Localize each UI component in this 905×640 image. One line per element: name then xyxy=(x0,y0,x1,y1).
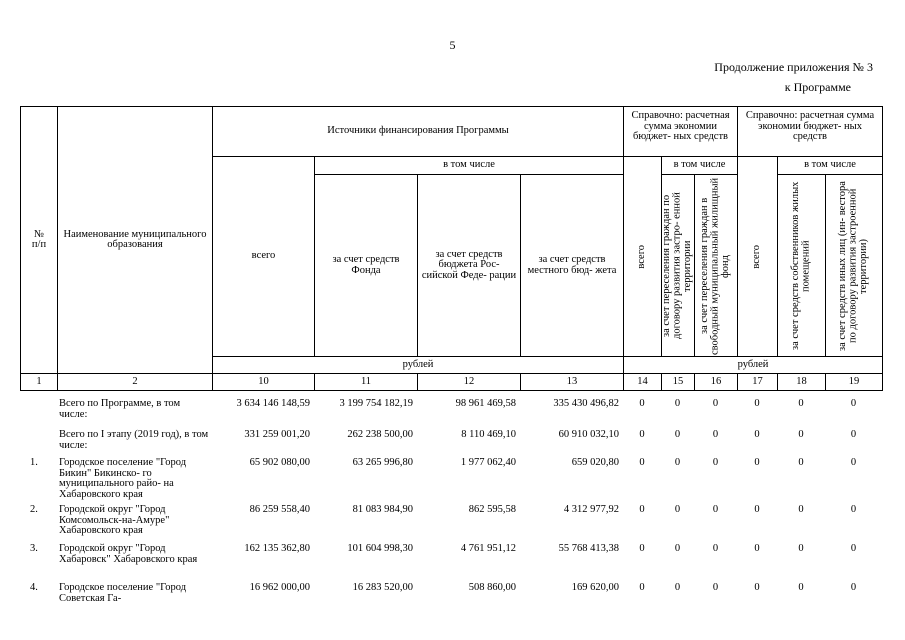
row-index: 4. xyxy=(30,582,38,593)
col-num: 17 xyxy=(738,374,778,391)
table-row xyxy=(20,399,882,430)
row-local: 55 768 413,38 xyxy=(558,543,619,554)
unit-rubles-2: рублей xyxy=(624,357,883,374)
table-row xyxy=(20,583,882,609)
row-federal: 4 761 951,12 xyxy=(460,543,516,554)
row-federal: 508 860,00 xyxy=(468,582,516,593)
row-c16: 0 xyxy=(712,543,719,554)
header-col-15: за счет переселения граждан по договору развития застро- енной территории xyxy=(662,175,695,357)
header-reference-1: Справочно: расчетная сумма экономии бюджет- ных средств xyxy=(624,107,738,157)
row-c15: 0 xyxy=(674,582,681,593)
row-fund: 81 083 984,90 xyxy=(352,504,413,515)
row-c18: 0 xyxy=(798,504,804,515)
col-num: 13 xyxy=(521,374,624,391)
header-col-16: за счет переселения граждан в свободный муниципальный жилищный фонд xyxy=(695,175,738,357)
row-c15: 0 xyxy=(674,504,681,515)
row-c14: 0 xyxy=(639,582,645,593)
row-federal: 8 110 469,10 xyxy=(461,429,516,440)
unit-rubles-1: рублей xyxy=(213,357,624,374)
row-c17: 0 xyxy=(754,457,760,468)
col-num: 18 xyxy=(778,374,826,391)
col-num: 16 xyxy=(695,374,738,391)
row-c14: 0 xyxy=(639,543,645,554)
row-total: 331 259 001,20 xyxy=(244,429,310,440)
row-c18: 0 xyxy=(798,429,804,440)
header-including-3: в том числе xyxy=(778,157,883,175)
row-federal: 1 977 062,40 xyxy=(460,457,516,468)
row-local: 4 312 977,92 xyxy=(563,504,619,515)
header-col-18: за счет средств собственников жилых помещений xyxy=(778,175,826,357)
row-total: 3 634 146 148,59 xyxy=(236,398,310,409)
header-no: № п/п xyxy=(21,107,58,374)
column-number-row xyxy=(21,374,883,391)
row-index xyxy=(20,430,57,458)
col-num: 10 xyxy=(213,374,315,391)
row-c19: 0 xyxy=(850,457,857,468)
row-c17: 0 xyxy=(754,582,760,593)
continuation-title: Продолжение приложения № 3 xyxy=(714,60,873,74)
row-federal: 98 961 469,58 xyxy=(455,398,516,409)
row-c14: 0 xyxy=(639,398,645,409)
header-total-14: всего xyxy=(624,157,662,357)
row-total: 162 135 362,80 xyxy=(244,543,310,554)
header-local: за счет средств местного бюд- жета xyxy=(521,175,624,357)
header-col-19: за счет средств иных лиц (ин- вестора по договору развития застроенной территории) xyxy=(826,175,883,357)
col-num: 1 xyxy=(21,374,58,391)
row-local: 169 620,00 xyxy=(571,582,619,593)
header-federal: за счет средств бюджета Рос- сийской Феде- рации xyxy=(418,175,521,357)
row-name: Городской округ "Город Хабаровск" Хабаровского края xyxy=(59,543,198,565)
row-c19: 0 xyxy=(850,582,857,593)
row-total: 86 259 558,40 xyxy=(249,504,310,515)
row-c14: 0 xyxy=(639,457,645,468)
header-including: в том числе xyxy=(315,157,624,175)
row-c18: 0 xyxy=(798,543,804,554)
row-name: Городское поселение "Город Советская Га- xyxy=(59,582,187,604)
col-num: 12 xyxy=(418,374,521,391)
row-fund: 101 604 998,30 xyxy=(347,543,413,554)
row-c19: 0 xyxy=(850,398,857,409)
header-table xyxy=(20,106,883,391)
row-c17: 0 xyxy=(754,429,760,440)
row-c19: 0 xyxy=(850,543,857,554)
col-num: 14 xyxy=(624,374,662,391)
row-name: Городской округ "Город Комсомольск-на-Амуре" Хабаровского края xyxy=(59,504,170,536)
col-num: 11 xyxy=(315,374,418,391)
row-fund: 262 238 500,00 xyxy=(347,429,413,440)
row-index: 1. xyxy=(30,457,38,468)
table-row xyxy=(20,505,882,544)
row-index: 3. xyxy=(30,543,38,554)
row-total: 16 962 000,00 xyxy=(249,582,310,593)
row-local: 335 430 496,82 xyxy=(553,398,619,409)
row-name: Всего по Программе, в том числе: xyxy=(59,398,181,420)
table-row xyxy=(20,458,882,505)
row-index xyxy=(20,399,57,430)
header-sources: Источники финансирования Программы xyxy=(213,107,624,157)
row-fund: 63 265 996,80 xyxy=(352,457,413,468)
row-c17: 0 xyxy=(754,543,760,554)
row-c18: 0 xyxy=(798,398,804,409)
header-including-2: в том числе xyxy=(662,157,738,175)
row-federal: 862 595,58 xyxy=(468,504,516,515)
col-num: 2 xyxy=(58,374,213,391)
row-c17: 0 xyxy=(754,504,760,515)
page-number: 5 xyxy=(449,38,456,52)
table-row xyxy=(20,544,882,583)
header-reference-2: Справочно: расчетная сумма экономии бюджет- ных средств xyxy=(738,107,883,157)
row-c15: 0 xyxy=(674,398,681,409)
row-c17: 0 xyxy=(754,398,760,409)
header-total: всего xyxy=(213,157,315,357)
row-c14: 0 xyxy=(639,429,645,440)
row-index: 2. xyxy=(30,504,38,515)
row-c16: 0 xyxy=(712,398,719,409)
row-c18: 0 xyxy=(798,582,804,593)
row-local: 60 910 032,10 xyxy=(558,429,619,440)
row-c19: 0 xyxy=(850,504,857,515)
row-c19: 0 xyxy=(850,429,857,440)
header-total-17: всего xyxy=(738,157,778,357)
row-fund: 16 283 520,00 xyxy=(352,582,413,593)
row-c16: 0 xyxy=(712,429,719,440)
row-c15: 0 xyxy=(674,457,681,468)
row-c16: 0 xyxy=(712,504,719,515)
row-name: Городское поселение "Город Бикин" Бикинско- го муниципального райо- на Хабаровского края xyxy=(59,457,187,500)
row-local: 659 020,80 xyxy=(571,457,619,468)
row-c18: 0 xyxy=(798,457,804,468)
row-c14: 0 xyxy=(639,504,645,515)
header-fund: за счет средств Фонда xyxy=(315,175,418,357)
col-num: 15 xyxy=(662,374,695,391)
row-name: Всего по I этапу (2019 год), в том числе: xyxy=(59,429,209,451)
table-row xyxy=(20,430,882,458)
row-fund: 3 199 754 182,19 xyxy=(339,398,413,409)
col-num: 19 xyxy=(826,374,883,391)
continuation-subtitle: к Программе xyxy=(784,80,851,94)
header-name: Наименование муниципального образования xyxy=(58,107,213,374)
row-c15: 0 xyxy=(674,429,681,440)
data-table xyxy=(20,399,882,609)
row-c16: 0 xyxy=(712,457,719,468)
row-c15: 0 xyxy=(674,543,681,554)
row-c16: 0 xyxy=(712,582,719,593)
row-total: 65 902 080,00 xyxy=(249,457,310,468)
